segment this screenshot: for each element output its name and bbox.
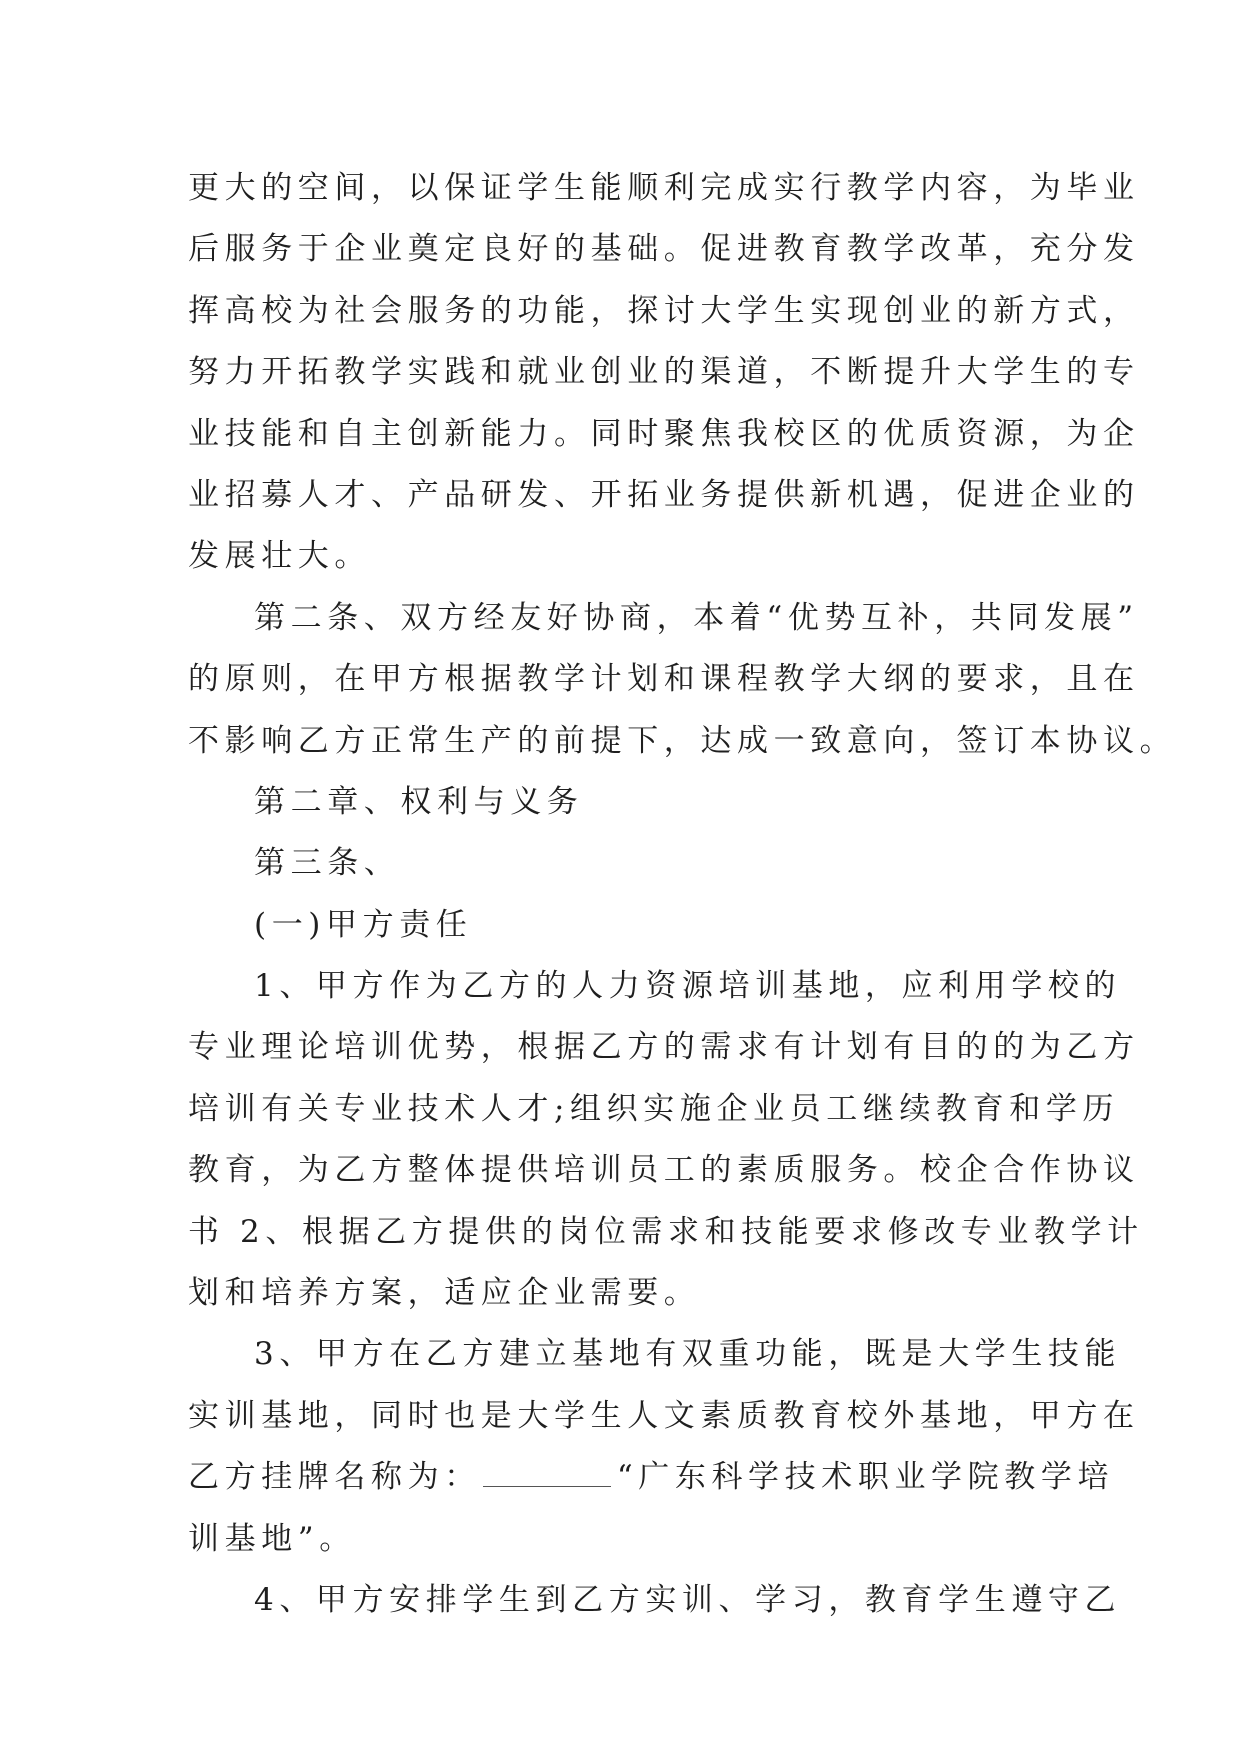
text-line: 后服务于企业奠定良好的基础。促进教育教学改革，充分发 bbox=[188, 231, 1140, 268]
text-line: 4、甲方安排学生到乙方实训、学习，教育学生遵守乙 bbox=[254, 1581, 1122, 1618]
text-line: 努力开拓教学实践和就业创业的渠道，不断提升大学生的专 bbox=[188, 354, 1140, 391]
text-line: 3、甲方在乙方建立基地有双重功能，既是大学生技能 bbox=[254, 1336, 1122, 1373]
text-line: 不影响乙方正常生产的前提下，达成一致意向，签订本协议。 bbox=[188, 722, 1177, 759]
document-page bbox=[188, 158, 1177, 1631]
text-line: 书 2、根据乙方提供的岗位需求和技能要求修改专业教学计 bbox=[188, 1213, 1144, 1250]
text-line: 训基地”。 bbox=[188, 1520, 356, 1557]
fill-in-blank bbox=[483, 1458, 611, 1487]
text-segment: “广东科学技术职业学院教学培 bbox=[616, 1459, 1115, 1496]
text-line: 的原则，在甲方根据教学计划和课程教学大纲的要求，且在 bbox=[188, 661, 1140, 698]
text-line-with-blank bbox=[188, 1447, 1115, 1508]
text-line: 业技能和自主创新能力。同时聚焦我校区的优质资源，为企 bbox=[188, 415, 1140, 452]
section-heading: (一)甲方责任 bbox=[254, 906, 473, 943]
text-line: 培训有关专业技术人才;组织实施企业员工继续教育和学历 bbox=[188, 1090, 1120, 1127]
chapter-heading: 第二章、权利与义务 bbox=[254, 783, 584, 820]
text-line: 更大的空间，以保证学生能顺利完成实行教学内容，为毕业 bbox=[188, 170, 1140, 206]
text-line: 发展壮大。 bbox=[188, 538, 371, 575]
text-line: 划和培养方案，适应企业需要。 bbox=[188, 1275, 701, 1312]
text-line: 业招募人才、产品研发、开拓业务提供新机遇，促进企业的 bbox=[188, 476, 1140, 513]
text-line: 1、甲方作为乙方的人力资源培训基地，应利用学校的 bbox=[254, 968, 1122, 1005]
text-line: 挥高校为社会服务的功能，探讨大学生实现创业的新方式， bbox=[188, 292, 1140, 329]
text-line: 教育，为乙方整体提供培训员工的素质服务。校企合作协议 bbox=[188, 1152, 1140, 1189]
text-line: 实训基地，同时也是大学生人文素质教育校外基地，甲方在 bbox=[188, 1397, 1140, 1434]
text-line: 第二条、双方经友好协商，本着“优势互补，共同发展” bbox=[254, 599, 1139, 636]
text-segment: 乙方挂牌名称为： bbox=[188, 1459, 481, 1496]
text-line: 专业理论培训优势，根据乙方的需求有计划有目的的为乙方 bbox=[188, 1029, 1140, 1066]
article-heading: 第三条、 bbox=[254, 845, 401, 882]
